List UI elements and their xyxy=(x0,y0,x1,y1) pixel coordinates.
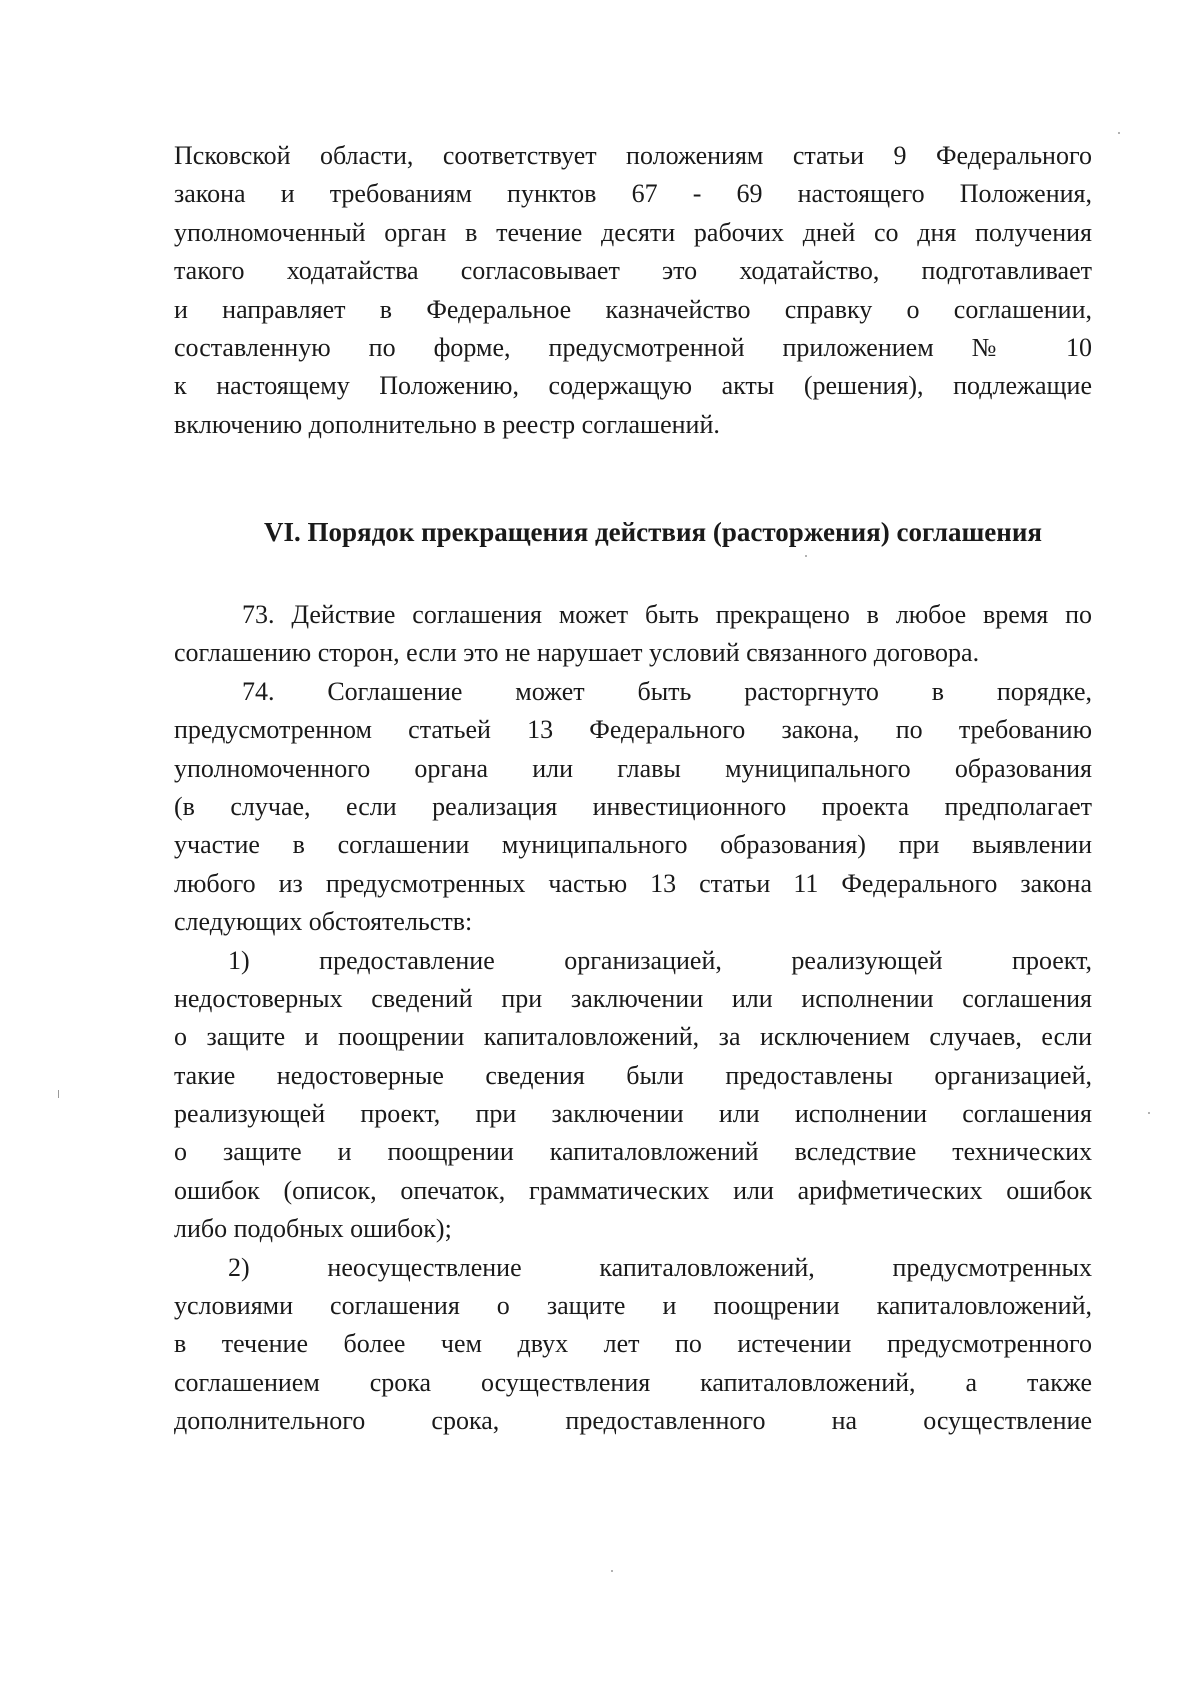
item-line: о защите и поощрении капиталовложений, за исключением случаев, если xyxy=(174,1022,1092,1052)
item-line: 2) неосуществление капиталовложений, предусмотренных xyxy=(228,1252,1092,1282)
scan-speck xyxy=(611,1570,613,1572)
clauses-body xyxy=(174,596,1092,1441)
item-line: ошибок (описок, опечаток, грамматических или арифметических ошибок xyxy=(174,1175,1092,1205)
paragraph-line: к настоящему Положению, содержащую акты (решения), подлежащие xyxy=(174,371,1092,401)
paragraph-line: и направляет в Федеральное казначейство справку о соглашении, xyxy=(174,294,1092,324)
list-item-2 xyxy=(174,1249,1092,1441)
clause-line: 74. Соглашение может быть расторгнуто в порядке, xyxy=(242,676,1092,706)
scan-speck xyxy=(1148,1112,1150,1114)
item-line: недостоверных сведений при заключении или исполнении соглашения xyxy=(174,983,1092,1013)
scan-speck xyxy=(58,1090,59,1098)
item-line: в течение более чем двух лет по истечении предусмотренного xyxy=(174,1329,1092,1359)
clause-line: любого из предусмотренных частью 13 статьи 11 Федерального закона xyxy=(174,868,1092,898)
paragraph-line: включению дополнительно в реестр соглашений. xyxy=(174,409,720,439)
clause-line: следующих обстоятельств: xyxy=(174,907,473,937)
clause-73 xyxy=(174,596,1092,673)
clause-line: (в случае, если реализация инвестиционного проекта предполагает xyxy=(174,791,1092,821)
item-line: дополнительного срока, предоставленного на осуществление xyxy=(174,1406,1092,1436)
clause-line: соглашению сторон, если это не нарушает условий связанного договора. xyxy=(174,638,980,668)
continued-paragraph xyxy=(174,137,1092,444)
item-line: 1) предоставление организацией, реализующей проект, xyxy=(228,945,1092,975)
clause-line: уполномоченного органа или главы муниципального образования xyxy=(174,753,1092,783)
paragraph-line: составленную по форме, предусмотренной приложением № 10 xyxy=(174,332,1092,362)
item-line: соглашением срока осуществления капиталовложений, а также xyxy=(174,1367,1092,1397)
paragraph-line: такого ходатайства согласовывает это ходатайство, подготавливает xyxy=(174,256,1092,286)
paragraph-line: уполномоченный орган в течение десяти рабочих дней со дня получения xyxy=(174,217,1092,247)
item-line: реализующей проект, при заключении или исполнении соглашения xyxy=(174,1099,1092,1129)
clause-line: участие в соглашении муниципального образования) при выявлении xyxy=(174,830,1092,860)
section-heading: VI. Порядок прекращения действия (расторжения) соглашения xyxy=(263,517,1043,547)
item-line: о защите и поощрении капиталовложений вследствие технических xyxy=(174,1137,1092,1167)
clause-74 xyxy=(174,673,1092,942)
paragraph-line: закона и требованиям пунктов 67 - 69 настоящего Положения, xyxy=(174,179,1092,209)
item-line: либо подобных ошибок); xyxy=(174,1214,452,1244)
clause-line: предусмотренном статьей 13 Федерального закона, по требованию xyxy=(174,715,1092,745)
item-line: такие недостоверные сведения были предоставлены организацией, xyxy=(174,1060,1092,1090)
scan-speck xyxy=(805,555,807,557)
paragraph-line: Псковской области, соответствует положениям статьи 9 Федерального xyxy=(174,141,1092,170)
item-line: условиями соглашения о защите и поощрении капиталовложений, xyxy=(174,1291,1092,1321)
list-item-1 xyxy=(174,942,1092,1249)
clause-line: 73. Действие соглашения может быть прекращено в любое время по xyxy=(242,600,1092,629)
scan-speck xyxy=(1118,132,1120,134)
